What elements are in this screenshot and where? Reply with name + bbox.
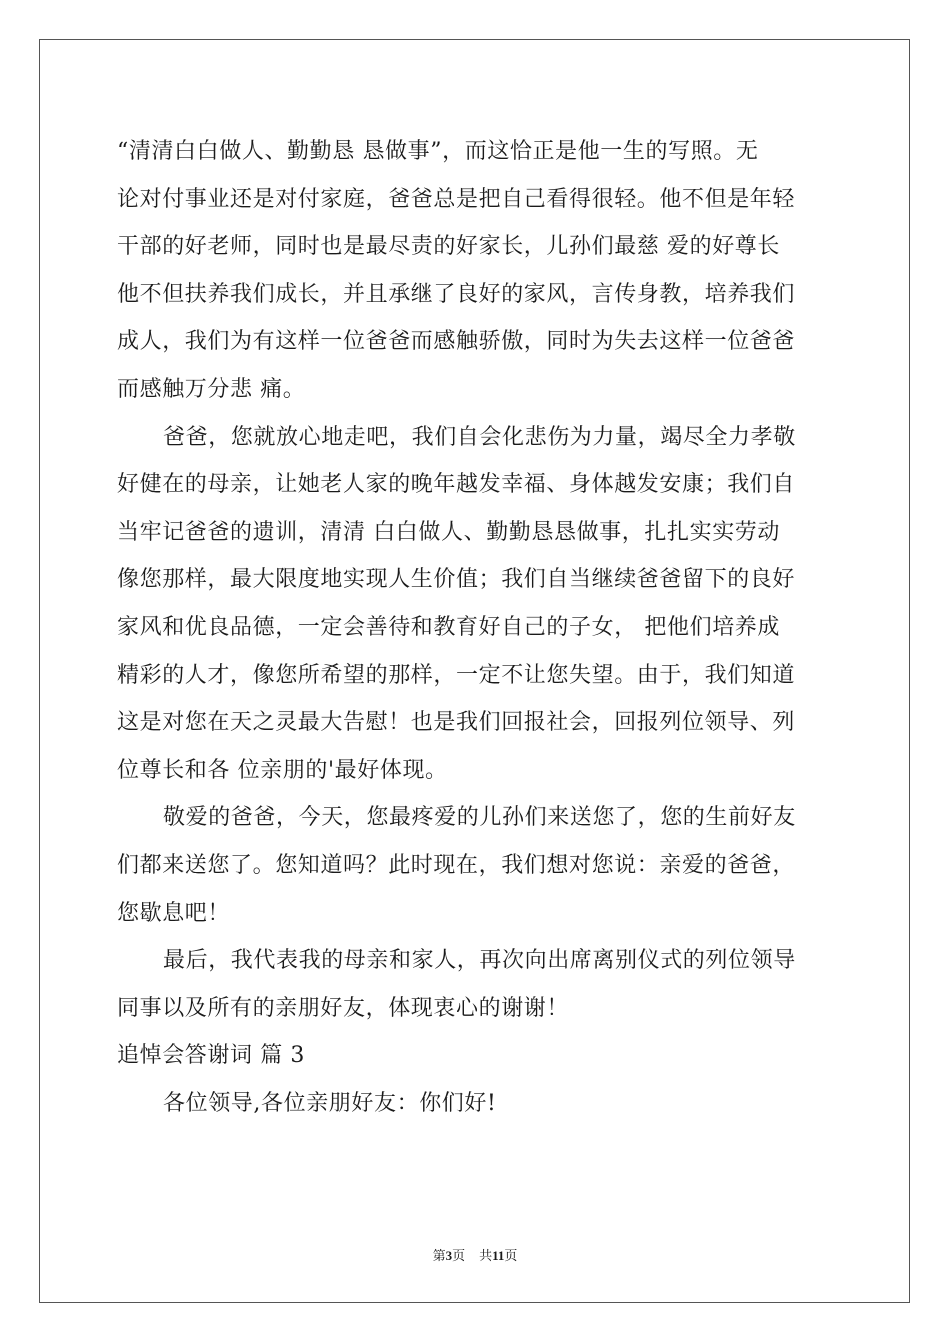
line: 爸爸，您就放心地走吧，我们自会化悲伤为力量，竭尽全力孝敬 — [163, 424, 796, 450]
paragraph-2 — [117, 414, 837, 795]
total-unit: 页 — [504, 1248, 518, 1263]
paragraph-1 — [117, 128, 837, 414]
line: “清清白白做人、勤勤恳 恳做事”，而这恰正是他一生的写照。无 — [117, 139, 759, 164]
line: 而感触万分悲 痛。 — [117, 376, 306, 402]
line: 位尊长和各 位亲朋的'最好体现。 — [117, 757, 448, 783]
paragraph-4 — [117, 937, 837, 1032]
line: 成人，我们为有这样一位爸爸而感触骄傲，同时为失去这样一位爸爸 — [117, 329, 796, 355]
page-number: 3 — [445, 1248, 453, 1263]
line: 敬爱的爸爸，今天，您最疼爱的儿孙们来送您了，您的生前好友 — [163, 805, 796, 831]
page-prefix: 第 — [432, 1248, 446, 1263]
line: 好健在的母亲，让她老人家的晚年越发幸福、身体越发安康；我们自 — [117, 472, 796, 498]
line: 像您那样，最大限度地实现人生价值；我们自当继续爸爸留下的良好 — [117, 567, 796, 593]
line: 当牢记爸爸的遗训，清清 白白做人、勤勤恳恳做事，扎扎实实劳动 — [117, 519, 780, 545]
total-prefix: 共 — [479, 1248, 493, 1263]
line: 您歇息吧！ — [117, 900, 231, 926]
page-unit: 页 — [452, 1248, 466, 1263]
line: 同事以及所有的亲朋好友，体现衷心的谢谢！ — [117, 995, 570, 1021]
page-footer — [0, 1246, 950, 1266]
line: 这是对您在天之灵最大告慰！也是我们回报社会，回报列位领导、列 — [117, 710, 796, 736]
line: 精彩的人才，像您所希望的那样，一定不让您失望。由于，我们知道 — [117, 662, 796, 688]
document-body — [117, 128, 837, 1127]
line: 家风和优良品德，一定会善待和教育好自己的子女， 把他们培养成 — [117, 614, 780, 640]
greeting: 各位领导,各位亲朋好友：你们好! — [163, 1090, 497, 1116]
section-heading: 追悼会答谢词 篇 3 — [117, 1043, 305, 1069]
total-pages: 11 — [492, 1248, 505, 1263]
paragraph-3 — [117, 794, 837, 937]
line: 最后，我代表我的母亲和家人，再次向出席离别仪式的列位领导 — [163, 948, 796, 974]
line: 他不但扶养我们成长，并且承继了良好的家风，言传身教，培养我们 — [117, 281, 796, 307]
line: 论对付事业还是对付家庭，爸爸总是把自己看得很轻。他不但是年轻 — [117, 186, 796, 212]
line: 干部的好老师，同时也是最尽责的好家长，儿孙们最慈 爱的好尊长 — [117, 234, 780, 260]
line: 们都来送您了。您知道吗？此时现在，我们想对您说：亲爱的爸爸， — [117, 852, 796, 878]
